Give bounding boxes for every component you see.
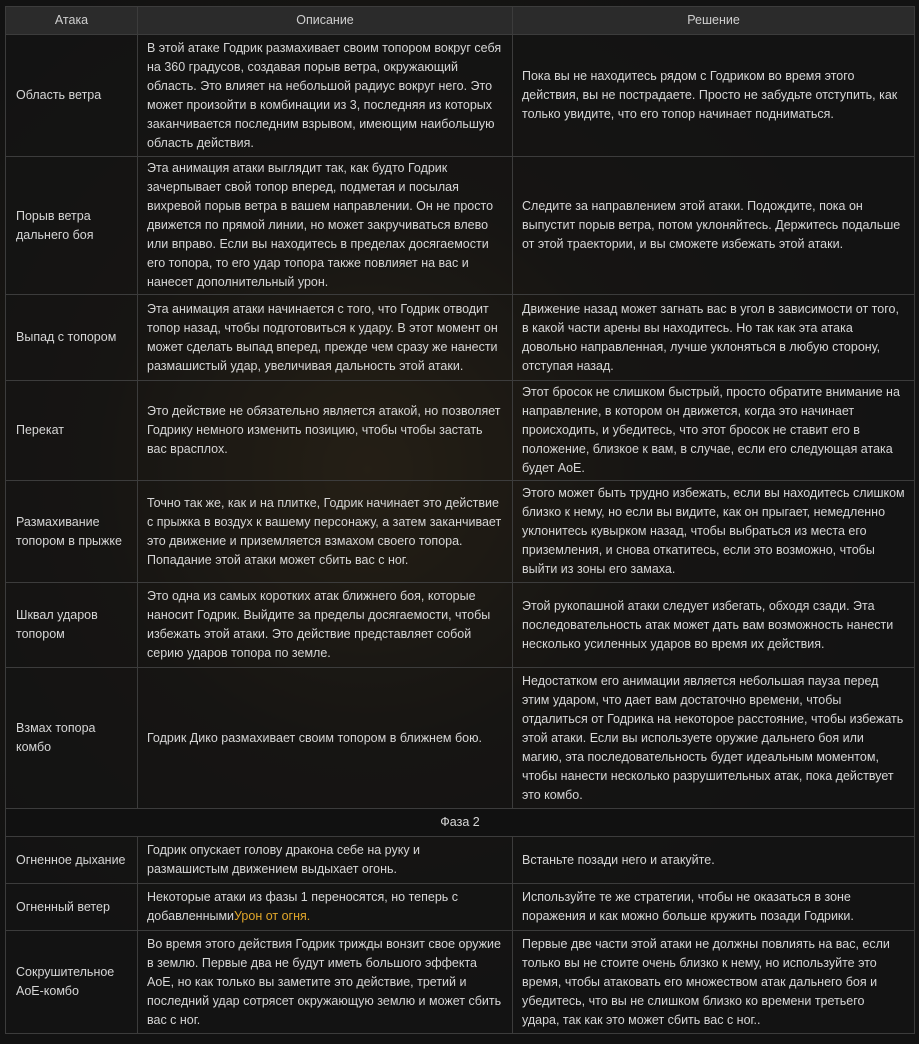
attack-name: Порыв ветра дальнего боя: [6, 157, 138, 295]
attack-name: Выпад с топором: [6, 295, 138, 381]
description-text: Некоторые атаки из фазы 1 переносятся, но теперь с добавленными: [147, 890, 459, 923]
table-row: [6, 35, 915, 157]
attack-name: Огненное дыхание: [6, 837, 138, 884]
attack-description: Годрик опускает голову дракона себе на руку и размашистым движением выдыхает огонь.: [138, 837, 513, 884]
attack-description: Точно так же, как и на плитке, Годрик начинает это действие с прыжка в воздух к вашему персонажу, а затем заканчивает это движение и приземляется взмахом своего топора. Попадание этой атаки может сбить вас с ног.: [138, 481, 513, 583]
phase-divider-row: [6, 809, 915, 837]
attack-solution: Первые две части этой атаки не должны повлиять на вас, если только вы не стоите очень близко к нему, но используйте это время, чтобы атаковать его множеством атак дальнего боя и убедитесь, что вы не слишком близко ко времени третьего удара, так как это может сбить вас с ног..: [513, 931, 915, 1034]
attack-solution: Встаньте позади него и атакуйте.: [513, 837, 915, 884]
attack-description: [138, 884, 513, 931]
attack-solution: Этого может быть трудно избежать, если вы находитесь слишком близко к нему, но если вы видите, как он прыгает, немедленно уклонитесь кувырком назад, чтобы выбраться из места его приземления, и снова откатитесь, если это возможно, чтобы выйти из зоны его замаха.: [513, 481, 915, 583]
attack-description: Эта анимация атаки выглядит так, как будто Годрик зачерпывает свой топор вперед, подметая и посылая вихревой порыв ветра в вашем направлении. Он не просто движется по прямой линии, но может закручиваться влево или вправо. Если вы находитесь в пределах досягаемости его топора, то его удар топора также повлияет на вас и нанесет дополнительный урон.: [138, 157, 513, 295]
table-row: [6, 668, 915, 809]
table-row: [6, 931, 915, 1034]
attack-solution: Используйте те же стратегии, чтобы не оказаться в зоне поражения и как можно больше кружить позади Годрики.: [513, 884, 915, 931]
table-header-row: [6, 7, 915, 35]
attack-name: Сокрушительное AoE-комбо: [6, 931, 138, 1034]
fire-damage-link[interactable]: Урон от огня.: [234, 909, 311, 923]
table-row: [6, 381, 915, 481]
attack-name: Область ветра: [6, 35, 138, 157]
attack-name: Шквал ударов топором: [6, 583, 138, 668]
table-row: [6, 884, 915, 931]
attack-solution: Недостатком его анимации является небольшая пауза перед этим ударом, что дает вам достаточно времени, чтобы отдалиться от Годрика на некоторое расстояние, чтобы избежать этой атаки. Если вы используете оружие дальнего боя или магию, эта последовательность будет идеальным моментом, чтобы нанести несколько разрушительных атак, пока действует это комбо.: [513, 668, 915, 809]
attack-description: Во время этого действия Годрик трижды вонзит свое оружие в землю. Первые два не будут иметь большого эффекта AoE, но как только вы заметите это действие, третий и последний удар сотрясет окружающую землю и может сбить вас с ног.: [138, 931, 513, 1034]
attack-name: Взмах топора комбо: [6, 668, 138, 809]
table-row: [6, 837, 915, 884]
attacks-table: [5, 6, 915, 1034]
header-attack: Атака: [6, 7, 138, 35]
attack-description: В этой атаке Годрик размахивает своим топором вокруг себя на 360 градусов, создавая порыв ветра, окружающий область. Это влияет на небольшой радиус вокруг него. Это может произойти в комбинации из 3, последняя из которых заканчивается последним взрывом, имеющим наибольшую область действия.: [138, 35, 513, 157]
attack-description: Годрик Дико размахивает своим топором в ближнем бою.: [138, 668, 513, 809]
table-row: [6, 481, 915, 583]
header-description: Описание: [138, 7, 513, 35]
attack-name: Размахивание топором в прыжке: [6, 481, 138, 583]
attack-solution: Движение назад может загнать вас в угол в зависимости от того, в какой части арены вы находитесь. Но так как эта атака довольно направленная, лучше уклоняться в любую сторону, отступая назад.: [513, 295, 915, 381]
table-row: [6, 157, 915, 295]
attack-name: Перекат: [6, 381, 138, 481]
header-solution: Решение: [513, 7, 915, 35]
attack-description: Эта анимация атаки начинается с того, что Годрик отводит топор назад, чтобы подготовиться к удару. В этот момент он может сделать выпад вперед, прежде чем сразу же нанести размашистый удар, увеличивая дальность этой атаки.: [138, 295, 513, 381]
attack-solution: Следите за направлением этой атаки. Подождите, пока он выпустит порыв ветра, потом уклоняйтесь. Держитесь подальше от этой траектории, и вы сможете избежать этой атаки.: [513, 157, 915, 295]
phase-2-label: Фаза 2: [6, 809, 915, 837]
attack-solution: Пока вы не находитесь рядом с Годриком во время этого действия, вы не пострадаете. Просто не забудьте отступить, как только увидите, что его топор начинает подниматься.: [513, 35, 915, 157]
attack-description: Это действие не обязательно является атакой, но позволяет Годрику немного изменить позицию, чтобы чтобы застать вас врасплох.: [138, 381, 513, 481]
table-row: [6, 295, 915, 381]
attack-description: Это одна из самых коротких атак ближнего боя, которые наносит Годрик. Выйдите за пределы досягаемости, чтобы избежать этой атаки. Это действие представляет собой серию ударов топора по земле.: [138, 583, 513, 668]
attack-solution: Этой рукопашной атаки следует избегать, обходя сзади. Эта последовательность атак может дать вам возможность нанести несколько усиленных ударов во время их действия.: [513, 583, 915, 668]
attack-name: Огненный ветер: [6, 884, 138, 931]
attack-solution: Этот бросок не слишком быстрый, просто обратите внимание на направление, в котором он движется, когда это начинает происходить, и убедитесь, что этот бросок не ставит его в положение, близкое к вам, в случае, если его следующая атака будет AoE.: [513, 381, 915, 481]
table-row: [6, 583, 915, 668]
